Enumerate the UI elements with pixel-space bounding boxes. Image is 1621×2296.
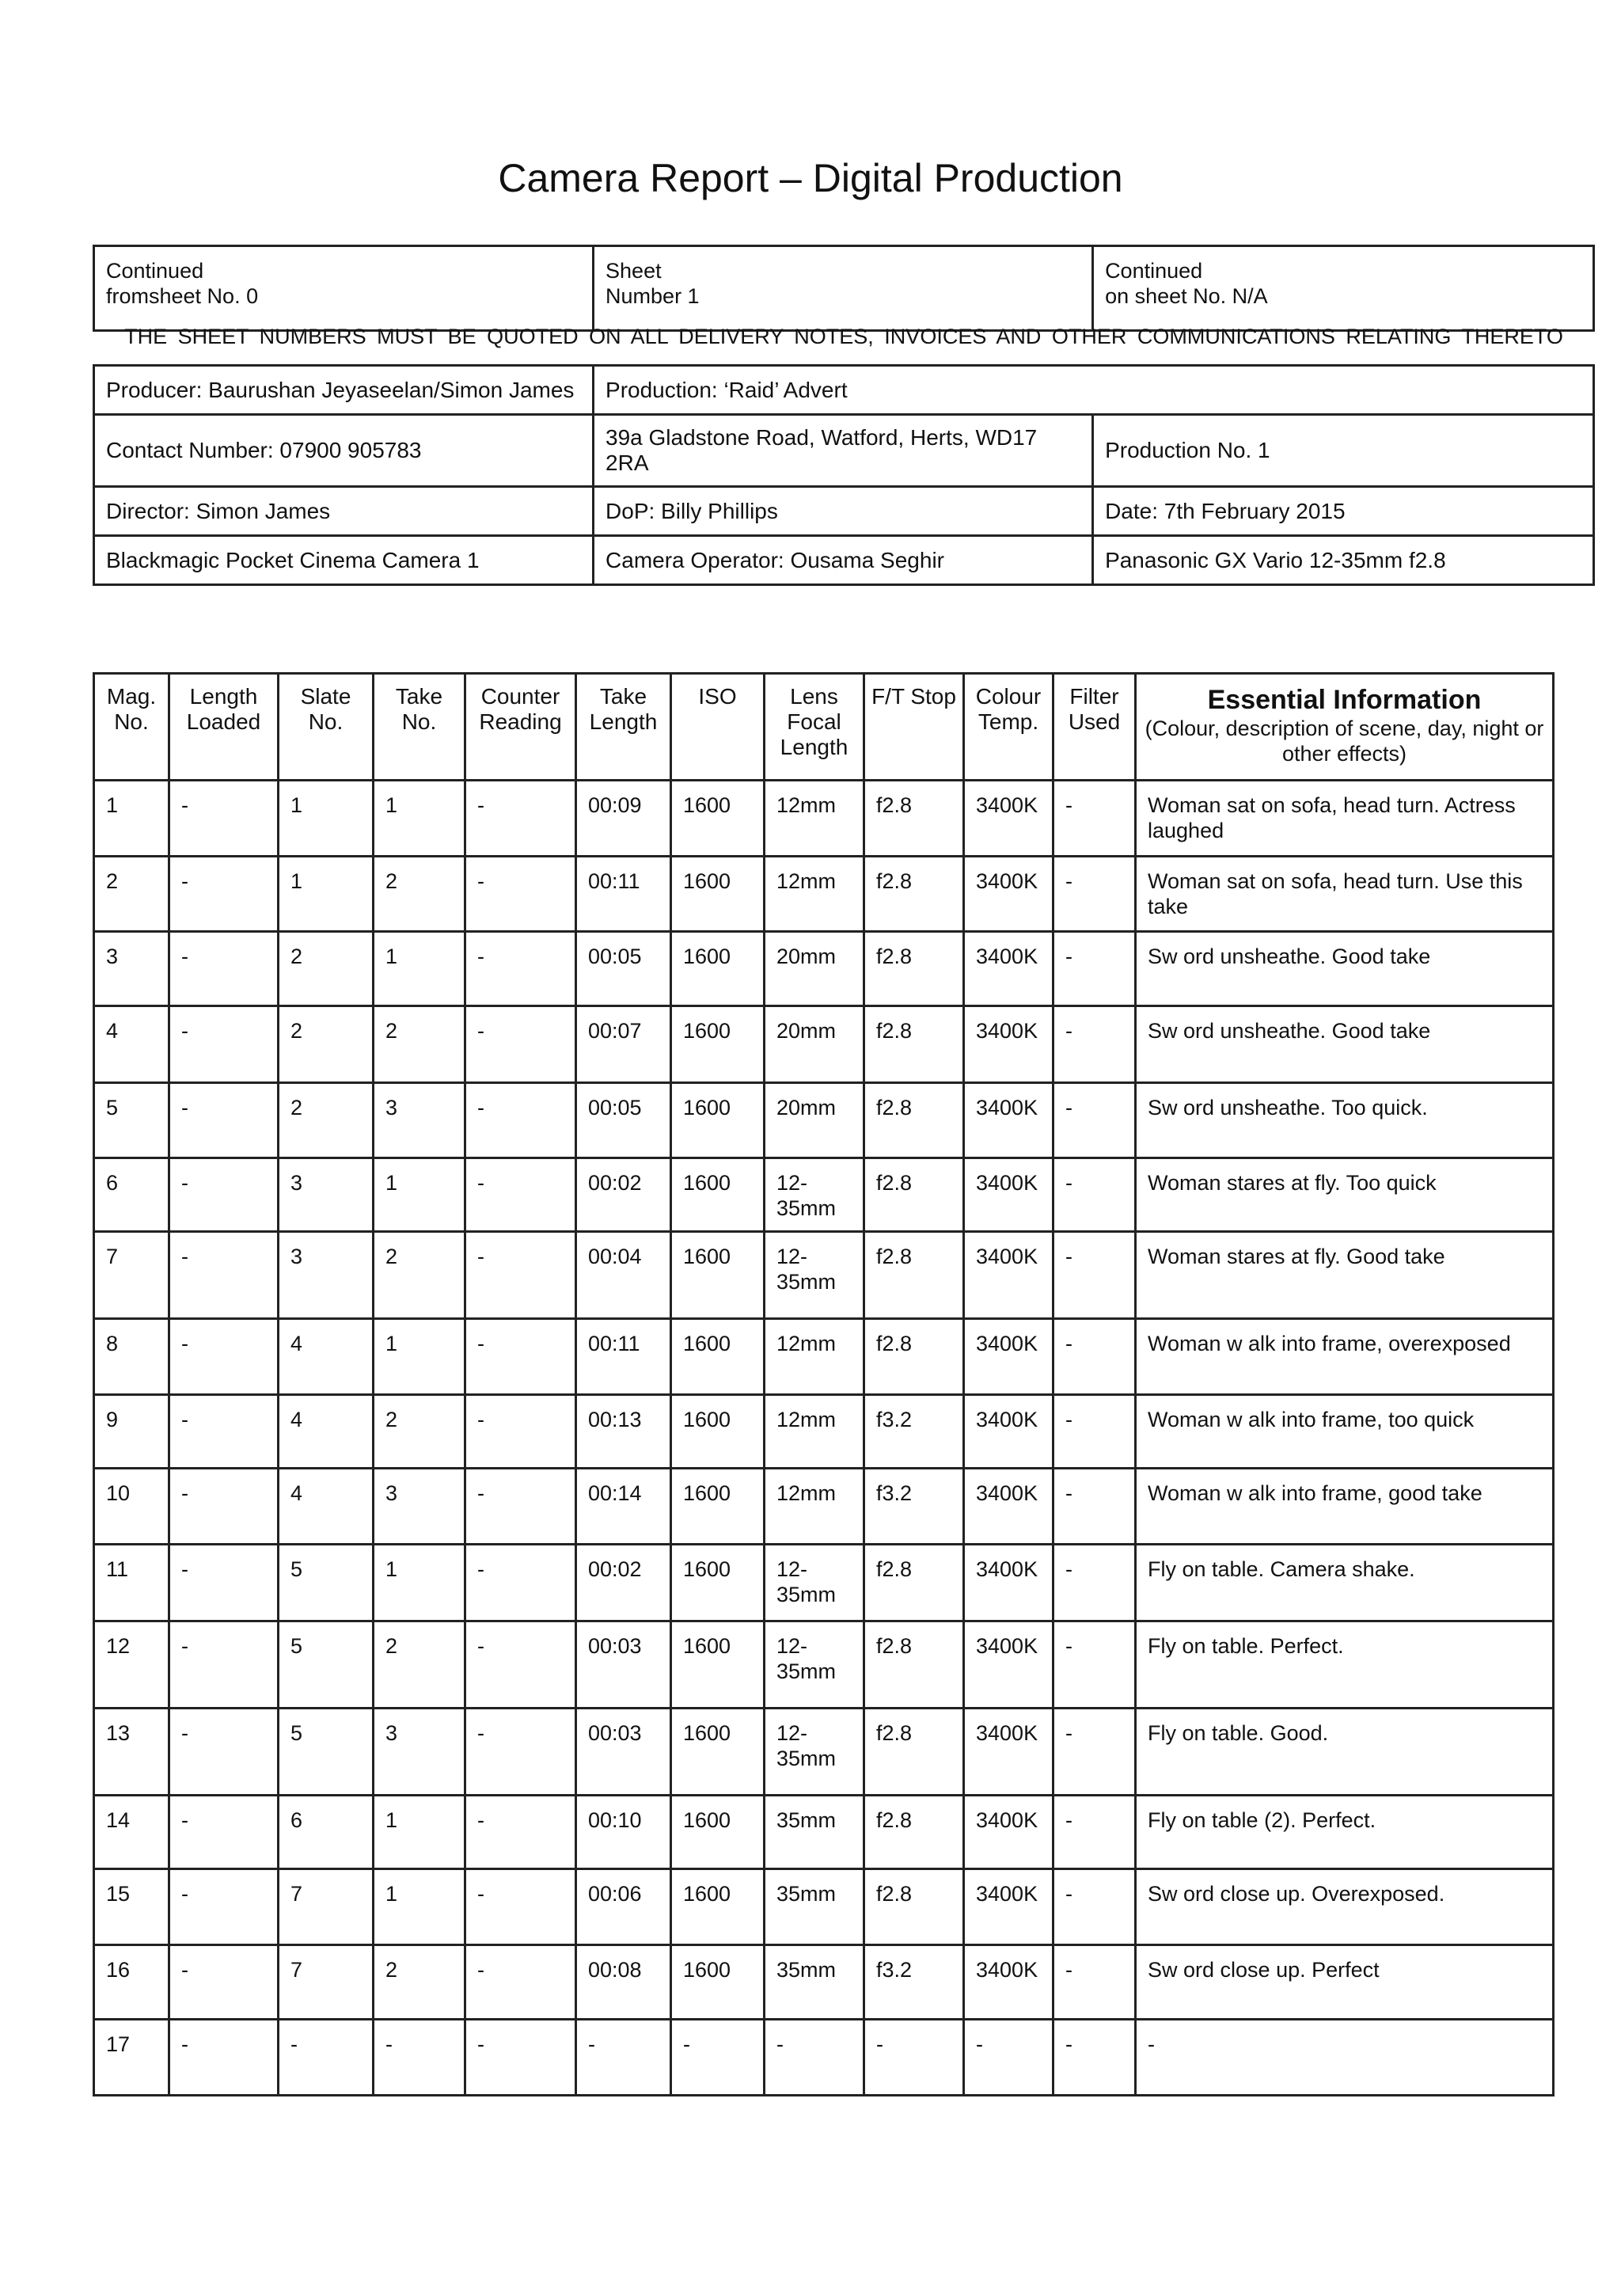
address-cell: 39a Gladstone Road, Watford, Herts, WD17 2RA: [594, 415, 1093, 487]
cell-ft-stop: f2.8: [864, 1319, 964, 1395]
cell-iso: 1600: [671, 1083, 765, 1158]
cell-essential-information: Woman stares at fly. Too quick: [1136, 1158, 1554, 1232]
cell-ft-stop: f2.8: [864, 1709, 964, 1796]
cell-ft-stop: f3.2: [864, 1945, 964, 2020]
table-row: [94, 1796, 1554, 1869]
cell-length-loaded: -: [169, 1319, 279, 1395]
cell-filter-used: -: [1053, 857, 1136, 932]
cell-mag-no: 2: [94, 857, 169, 932]
cell-lens-focal-length: 12mm: [765, 781, 864, 857]
cell-essential-information: Woman w alk into frame, too quick: [1136, 1395, 1554, 1469]
cell-lens-focal-length: 12-35mm: [765, 1158, 864, 1232]
cell-lens-focal-length: 12mm: [765, 1319, 864, 1395]
cell-length-loaded: -: [169, 1232, 279, 1319]
producer-cell: Producer: Baurushan Jeyaseelan/Simon James: [94, 366, 594, 415]
cell-take-length: 00:11: [576, 1319, 671, 1395]
cell-slate-no: 2: [279, 932, 374, 1006]
cell-counter-reading: -: [465, 1621, 576, 1709]
cell-ft-stop: f3.2: [864, 1395, 964, 1469]
cell-take-length: 00:08: [576, 1945, 671, 2020]
cell-colour-temp: 3400K: [964, 1232, 1053, 1319]
cell-ft-stop: f3.2: [864, 1469, 964, 1545]
cell-length-loaded: -: [169, 1945, 279, 2020]
cell-counter-reading: -: [465, 1469, 576, 1545]
cell-essential-information: Fly on table. Good.: [1136, 1709, 1554, 1796]
cell-filter-used: -: [1053, 1621, 1136, 1709]
cell-slate-no: 3: [279, 1232, 374, 1319]
continued-from-value: fromsheet No. 0: [106, 284, 259, 308]
cell-filter-used: -: [1053, 932, 1136, 1006]
cell-slate-no: 4: [279, 1469, 374, 1545]
cell-iso: -: [671, 2020, 765, 2096]
cell-slate-no: -: [279, 2020, 374, 2096]
cell-iso: 1600: [671, 1395, 765, 1469]
cell-lens-focal-length: 20mm: [765, 932, 864, 1006]
cell-slate-no: 2: [279, 1006, 374, 1083]
cell-mag-no: 17: [94, 2020, 169, 2096]
cell-colour-temp: 3400K: [964, 1469, 1053, 1545]
cell-counter-reading: -: [465, 2020, 576, 2096]
cell-colour-temp: 3400K: [964, 1319, 1053, 1395]
cell-slate-no: 7: [279, 1945, 374, 2020]
cell-length-loaded: -: [169, 1158, 279, 1232]
cell-colour-temp: 3400K: [964, 1083, 1053, 1158]
cell-filter-used: -: [1053, 1319, 1136, 1395]
cell-lens-focal-length: -: [765, 2020, 864, 2096]
director-cell: Director: Simon James: [94, 487, 594, 536]
cell-lens-focal-length: 12-35mm: [765, 1232, 864, 1319]
continued-from-cell: [94, 246, 594, 331]
sheet-number-table: [93, 245, 1595, 332]
lens-cell: Panasonic GX Vario 12-35mm f2.8: [1093, 536, 1594, 585]
cell-essential-information: Sw ord unsheathe. Good take: [1136, 932, 1554, 1006]
cell-iso: 1600: [671, 1545, 765, 1621]
cell-filter-used: -: [1053, 1796, 1136, 1869]
cell-lens-focal-length: 12-35mm: [765, 1621, 864, 1709]
cell-take-length: 00:06: [576, 1869, 671, 1945]
camera-operator-cell: Camera Operator: Ousama Seghir: [594, 536, 1093, 585]
cell-filter-used: -: [1053, 1158, 1136, 1232]
cell-ft-stop: f2.8: [864, 1232, 964, 1319]
header-lens-focal-length: Lens Focal Length: [765, 674, 864, 781]
cell-colour-temp: 3400K: [964, 1869, 1053, 1945]
cell-colour-temp: 3400K: [964, 781, 1053, 857]
cell-colour-temp: -: [964, 2020, 1053, 2096]
cell-mag-no: 9: [94, 1395, 169, 1469]
cell-iso: 1600: [671, 932, 765, 1006]
cell-take-length: 00:10: [576, 1796, 671, 1869]
header-ft-stop: F/T Stop: [864, 674, 964, 781]
cell-take-no: 2: [374, 1232, 465, 1319]
header-essential-information: [1136, 674, 1554, 781]
cell-filter-used: -: [1053, 1545, 1136, 1621]
cell-counter-reading: -: [465, 1158, 576, 1232]
cell-essential-information: Woman stares at fly. Good take: [1136, 1232, 1554, 1319]
cell-length-loaded: -: [169, 857, 279, 932]
cell-length-loaded: -: [169, 1083, 279, 1158]
cell-colour-temp: 3400K: [964, 1796, 1053, 1869]
cell-take-length: 00:11: [576, 857, 671, 932]
continued-on-cell: [1093, 246, 1594, 331]
header-counter-reading: Counter Reading: [465, 674, 576, 781]
table-row: [94, 781, 1554, 857]
cell-mag-no: 13: [94, 1709, 169, 1796]
cell-filter-used: -: [1053, 1709, 1136, 1796]
production-number-cell: Production No. 1: [1093, 415, 1594, 487]
cell-lens-focal-length: 12-35mm: [765, 1545, 864, 1621]
log-header-row: [94, 674, 1554, 781]
cell-lens-focal-length: 35mm: [765, 1869, 864, 1945]
cell-colour-temp: 3400K: [964, 1006, 1053, 1083]
cell-ft-stop: f2.8: [864, 1621, 964, 1709]
cell-length-loaded: -: [169, 1796, 279, 1869]
cell-slate-no: 5: [279, 1545, 374, 1621]
table-row: [94, 1869, 1554, 1945]
cell-take-length: 00:02: [576, 1158, 671, 1232]
cell-take-length: 00:02: [576, 1545, 671, 1621]
cell-length-loaded: -: [169, 2020, 279, 2096]
cell-take-no: 1: [374, 932, 465, 1006]
cell-filter-used: -: [1053, 1232, 1136, 1319]
cell-counter-reading: -: [465, 1083, 576, 1158]
cell-take-no: 3: [374, 1709, 465, 1796]
header-take-no: Take No.: [374, 674, 465, 781]
camera-log-table: [93, 672, 1555, 2096]
cell-mag-no: 7: [94, 1232, 169, 1319]
contact-number-cell: Contact Number: 07900 905783: [94, 415, 594, 487]
table-row: [94, 1395, 1554, 1469]
cell-take-length: 00:14: [576, 1469, 671, 1545]
cell-essential-information: Sw ord close up. Overexposed.: [1136, 1869, 1554, 1945]
cell-essential-information: Fly on table. Perfect.: [1136, 1621, 1554, 1709]
cell-iso: 1600: [671, 781, 765, 857]
production-cell: Production: ‘Raid’ Advert: [594, 366, 1594, 415]
camera-cell: Blackmagic Pocket Cinema Camera 1: [94, 536, 594, 585]
cell-mag-no: 1: [94, 781, 169, 857]
cell-filter-used: -: [1053, 1469, 1136, 1545]
cell-take-no: 2: [374, 1945, 465, 2020]
cell-iso: 1600: [671, 1319, 765, 1395]
cell-take-no: 2: [374, 1395, 465, 1469]
cell-essential-information: Woman w alk into frame, overexposed: [1136, 1319, 1554, 1395]
cell-counter-reading: -: [465, 1545, 576, 1621]
cell-iso: 1600: [671, 1469, 765, 1545]
cell-iso: 1600: [671, 1621, 765, 1709]
cell-colour-temp: 3400K: [964, 932, 1053, 1006]
cell-counter-reading: -: [465, 1006, 576, 1083]
cell-iso: 1600: [671, 1869, 765, 1945]
cell-slate-no: 7: [279, 1869, 374, 1945]
cell-take-no: 1: [374, 1796, 465, 1869]
cell-essential-information: Sw ord unsheathe. Good take: [1136, 1006, 1554, 1083]
table-row: [94, 1158, 1554, 1232]
dop-cell: DoP: Billy Phillips: [594, 487, 1093, 536]
cell-filter-used: -: [1053, 1945, 1136, 2020]
cell-counter-reading: -: [465, 932, 576, 1006]
cell-colour-temp: 3400K: [964, 1621, 1053, 1709]
cell-essential-information: Sw ord unsheathe. Too quick.: [1136, 1083, 1554, 1158]
table-row: [94, 932, 1554, 1006]
cell-lens-focal-length: 20mm: [765, 1006, 864, 1083]
cell-take-length: 00:03: [576, 1709, 671, 1796]
sheet-label: Sheet: [606, 259, 662, 283]
cell-take-length: 00:05: [576, 932, 671, 1006]
header-colour-temp: Colour Temp.: [964, 674, 1053, 781]
cell-counter-reading: -: [465, 1395, 576, 1469]
cell-mag-no: 12: [94, 1621, 169, 1709]
essential-information-title: Essential Information: [1207, 685, 1482, 715]
sheet-number-cell: [594, 246, 1093, 331]
cell-iso: 1600: [671, 1158, 765, 1232]
cell-essential-information: Woman sat on sofa, head turn. Actress laughed: [1136, 781, 1554, 857]
cell-take-length: 00:13: [576, 1395, 671, 1469]
cell-iso: 1600: [671, 1796, 765, 1869]
cell-colour-temp: 3400K: [964, 1945, 1053, 2020]
page-title: Camera Report – Digital Production: [498, 156, 1123, 200]
cell-mag-no: 3: [94, 932, 169, 1006]
cell-iso: 1600: [671, 857, 765, 932]
table-row: [94, 1319, 1554, 1395]
cell-counter-reading: -: [465, 781, 576, 857]
cell-take-no: 2: [374, 1621, 465, 1709]
cell-counter-reading: -: [465, 1319, 576, 1395]
cell-take-length: 00:07: [576, 1006, 671, 1083]
header-take-length: Take Length: [576, 674, 671, 781]
cell-take-no: 1: [374, 781, 465, 857]
cell-length-loaded: -: [169, 1869, 279, 1945]
table-row: [94, 1945, 1554, 2020]
header-length-loaded: Length Loaded: [169, 674, 279, 781]
cell-take-no: 1: [374, 1158, 465, 1232]
production-info-table: [93, 364, 1595, 586]
cell-ft-stop: f2.8: [864, 781, 964, 857]
cell-filter-used: -: [1053, 1869, 1136, 1945]
table-row: [94, 1709, 1554, 1796]
table-row: [94, 2020, 1554, 2096]
cell-length-loaded: -: [169, 1545, 279, 1621]
cell-ft-stop: f2.8: [864, 932, 964, 1006]
cell-ft-stop: f2.8: [864, 1158, 964, 1232]
cell-mag-no: 14: [94, 1796, 169, 1869]
cell-lens-focal-length: 35mm: [765, 1796, 864, 1869]
cell-colour-temp: 3400K: [964, 1158, 1053, 1232]
cell-filter-used: -: [1053, 781, 1136, 857]
cell-mag-no: 15: [94, 1869, 169, 1945]
cell-ft-stop: f2.8: [864, 1545, 964, 1621]
cell-take-length: 00:03: [576, 1621, 671, 1709]
cell-ft-stop: f2.8: [864, 1083, 964, 1158]
cell-ft-stop: f2.8: [864, 1869, 964, 1945]
cell-length-loaded: -: [169, 1395, 279, 1469]
table-row: [94, 1232, 1554, 1319]
cell-take-no: 3: [374, 1083, 465, 1158]
cell-take-length: 00:09: [576, 781, 671, 857]
sheet-notice: THE SHEET NUMBERS MUST BE QUOTED ON ALL DELIVERY NOTES, INVOICES AND OTHER COMMUNICATIONS RELATING THERETO: [124, 325, 1563, 348]
cell-filter-used: -: [1053, 1006, 1136, 1083]
header-filter-used: Filter Used: [1053, 674, 1136, 781]
header-slate-no: Slate No.: [279, 674, 374, 781]
cell-counter-reading: -: [465, 857, 576, 932]
cell-essential-information: Fly on table. Camera shake.: [1136, 1545, 1554, 1621]
cell-slate-no: 4: [279, 1395, 374, 1469]
cell-colour-temp: 3400K: [964, 1395, 1053, 1469]
cell-slate-no: 4: [279, 1319, 374, 1395]
table-row: [94, 1469, 1554, 1545]
continued-on-value: on sheet No. N/A: [1105, 284, 1268, 308]
date-cell: Date: 7th February 2015: [1093, 487, 1594, 536]
cell-take-no: 1: [374, 1319, 465, 1395]
cell-slate-no: 5: [279, 1621, 374, 1709]
cell-slate-no: 1: [279, 781, 374, 857]
cell-slate-no: 1: [279, 857, 374, 932]
cell-take-no: 1: [374, 1869, 465, 1945]
cell-counter-reading: -: [465, 1232, 576, 1319]
table-row: [94, 1083, 1554, 1158]
cell-mag-no: 10: [94, 1469, 169, 1545]
header-mag-no: Mag. No.: [94, 674, 169, 781]
cell-lens-focal-length: 35mm: [765, 1945, 864, 2020]
cell-ft-stop: f2.8: [864, 857, 964, 932]
cell-essential-information: Fly on table (2). Perfect.: [1136, 1796, 1554, 1869]
cell-take-length: 00:04: [576, 1232, 671, 1319]
cell-take-no: 2: [374, 857, 465, 932]
sheet-value: Number 1: [606, 284, 700, 308]
cell-colour-temp: 3400K: [964, 857, 1053, 932]
cell-slate-no: 2: [279, 1083, 374, 1158]
cell-iso: 1600: [671, 1006, 765, 1083]
cell-mag-no: 8: [94, 1319, 169, 1395]
cell-length-loaded: -: [169, 1709, 279, 1796]
cell-take-length: -: [576, 2020, 671, 2096]
table-row: [94, 857, 1554, 932]
cell-lens-focal-length: 12mm: [765, 1469, 864, 1545]
cell-colour-temp: 3400K: [964, 1545, 1053, 1621]
cell-length-loaded: -: [169, 1006, 279, 1083]
cell-iso: 1600: [671, 1709, 765, 1796]
cell-filter-used: -: [1053, 1083, 1136, 1158]
cell-essential-information: Sw ord close up. Perfect: [1136, 1945, 1554, 2020]
essential-information-subtitle: (Colour, description of scene, day, night or other effects): [1145, 717, 1544, 766]
table-row: [94, 1621, 1554, 1709]
cell-iso: 1600: [671, 1232, 765, 1319]
cell-slate-no: 5: [279, 1709, 374, 1796]
cell-ft-stop: f2.8: [864, 1006, 964, 1083]
cell-take-no: 2: [374, 1006, 465, 1083]
cell-counter-reading: -: [465, 1709, 576, 1796]
cell-length-loaded: -: [169, 932, 279, 1006]
cell-essential-information: -: [1136, 2020, 1554, 2096]
cell-take-length: 00:05: [576, 1083, 671, 1158]
cell-take-no: 3: [374, 1469, 465, 1545]
cell-colour-temp: 3400K: [964, 1709, 1053, 1796]
cell-slate-no: 6: [279, 1796, 374, 1869]
cell-length-loaded: -: [169, 1621, 279, 1709]
cell-mag-no: 16: [94, 1945, 169, 2020]
cell-counter-reading: -: [465, 1869, 576, 1945]
log-body: [94, 781, 1554, 2096]
cell-counter-reading: -: [465, 1796, 576, 1869]
cell-take-no: 1: [374, 1545, 465, 1621]
cell-mag-no: 11: [94, 1545, 169, 1621]
continued-from-label: Continued: [106, 259, 204, 283]
cell-filter-used: -: [1053, 1395, 1136, 1469]
table-row: [94, 1545, 1554, 1621]
cell-lens-focal-length: 12mm: [765, 1395, 864, 1469]
cell-essential-information: Woman sat on sofa, head turn. Use this take: [1136, 857, 1554, 932]
cell-lens-focal-length: 12-35mm: [765, 1709, 864, 1796]
cell-iso: 1600: [671, 1945, 765, 2020]
continued-on-label: Continued: [1105, 259, 1203, 283]
cell-take-no: -: [374, 2020, 465, 2096]
cell-length-loaded: -: [169, 781, 279, 857]
cell-lens-focal-length: 20mm: [765, 1083, 864, 1158]
cell-essential-information: Woman w alk into frame, good take: [1136, 1469, 1554, 1545]
cell-lens-focal-length: 12mm: [765, 857, 864, 932]
cell-filter-used: -: [1053, 2020, 1136, 2096]
cell-slate-no: 3: [279, 1158, 374, 1232]
cell-mag-no: 6: [94, 1158, 169, 1232]
cell-ft-stop: -: [864, 2020, 964, 2096]
cell-mag-no: 4: [94, 1006, 169, 1083]
header-iso: ISO: [671, 674, 765, 781]
table-row: [94, 1006, 1554, 1083]
cell-ft-stop: f2.8: [864, 1796, 964, 1869]
cell-counter-reading: -: [465, 1945, 576, 2020]
cell-length-loaded: -: [169, 1469, 279, 1545]
cell-mag-no: 5: [94, 1083, 169, 1158]
